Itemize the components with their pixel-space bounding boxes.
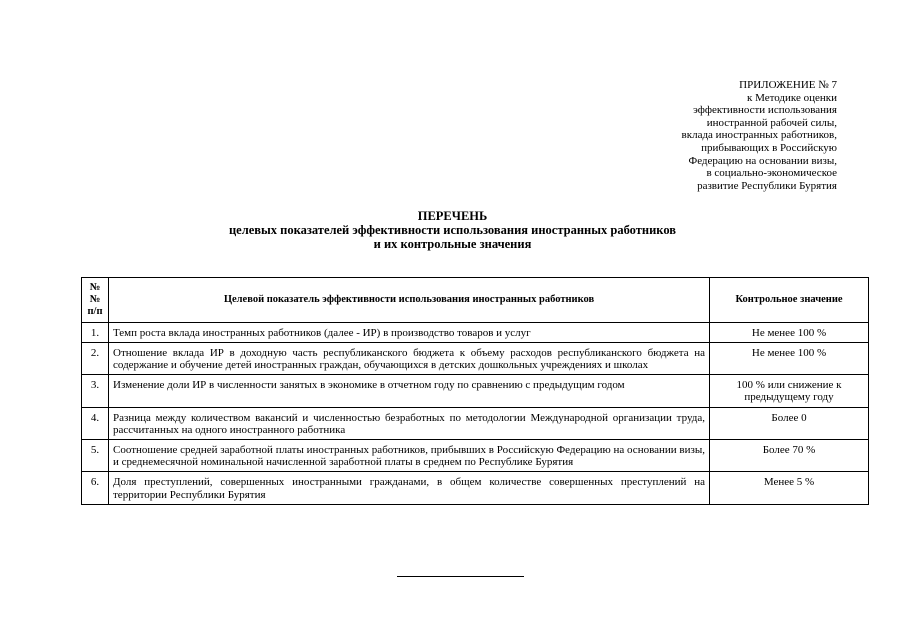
row-number: 1. <box>82 322 109 342</box>
header-value: Контрольное значение <box>710 278 869 323</box>
row-number: 6. <box>82 472 109 504</box>
appendix-line: вклада иностранных работников, <box>681 129 837 142</box>
title-line-2: целевых показателей эффективности использования иностранных работников <box>228 223 677 237</box>
appendix-block <box>682 79 837 192</box>
row-value: Не менее 100 % <box>710 322 869 342</box>
row-number: 5. <box>82 440 109 472</box>
table-row <box>82 407 869 439</box>
row-value: Менее 5 % <box>710 472 869 504</box>
row-indicator: Разница между количеством вакансий и численностью безработных по методологии Международной организации труда, рассчитанных на одного иностранного работника <box>109 407 710 439</box>
title-line-1: ПЕРЕЧЕНЬ <box>417 209 488 223</box>
table-row <box>82 322 869 342</box>
row-indicator: Темп роста вклада иностранных работников (далее - ИР) в производство товаров и услуг <box>109 322 710 342</box>
row-value: Более 70 % <box>710 440 869 472</box>
header-number-line2: п/п <box>87 306 103 318</box>
table-row <box>82 440 869 472</box>
table-row <box>82 375 869 407</box>
table-header-row <box>82 278 869 323</box>
table-row <box>82 472 869 504</box>
appendix-line: к Методике оценки <box>746 91 837 104</box>
appendix-line: иностранной рабочей силы, <box>706 116 837 129</box>
row-indicator: Отношение вклада ИР в доходную часть республиканского бюджета к объему расходов республиканского бюджета на содержание и обучение детей иностранных граждан, обучающихся в детских дошкольных учреждениях и школах <box>109 342 710 374</box>
indicators-table <box>81 277 869 505</box>
appendix-line: развитие Республики Бурятия <box>697 179 837 192</box>
row-indicator: Соотношение средней заработной платы иностранных работников, прибывших в Российскую Федерацию на основании визы, и среднемесячной номинальной начисленной заработной платы в среднем по Республике Бурятия <box>109 440 710 472</box>
row-number: 2. <box>82 342 109 374</box>
table-row <box>82 342 869 374</box>
row-value: 100 % или снижение к предыдущему году <box>710 375 869 407</box>
appendix-line: прибывающих в Российскую <box>701 141 837 154</box>
row-indicator: Доля преступлений, совершенных иностранными гражданами, в общем количестве совершенных преступлений на территории Республики Бурятия <box>109 472 710 504</box>
appendix-line: ПРИЛОЖЕНИЕ № 7 <box>739 79 837 91</box>
footer-divider <box>397 576 524 577</box>
row-number: 3. <box>82 375 109 407</box>
row-value: Более 0 <box>710 407 869 439</box>
appendix-line: в социально-экономическое <box>706 167 837 180</box>
row-indicator: Изменение доли ИР в численности занятых в экономике в отчетном году по сравнению с предыдущим годом <box>109 375 710 407</box>
header-indicator: Целевой показатель эффективности использования иностранных работников <box>109 278 710 323</box>
document-title <box>0 209 905 251</box>
row-number: 4. <box>82 407 109 439</box>
appendix-line: эффективности использования <box>693 104 837 117</box>
header-number <box>82 278 109 323</box>
header-number-line1: №№ <box>89 282 101 306</box>
title-line-3: и их контрольные значения <box>373 237 532 251</box>
appendix-line: Федерацию на основании визы, <box>688 154 837 167</box>
row-value: Не менее 100 % <box>710 342 869 374</box>
